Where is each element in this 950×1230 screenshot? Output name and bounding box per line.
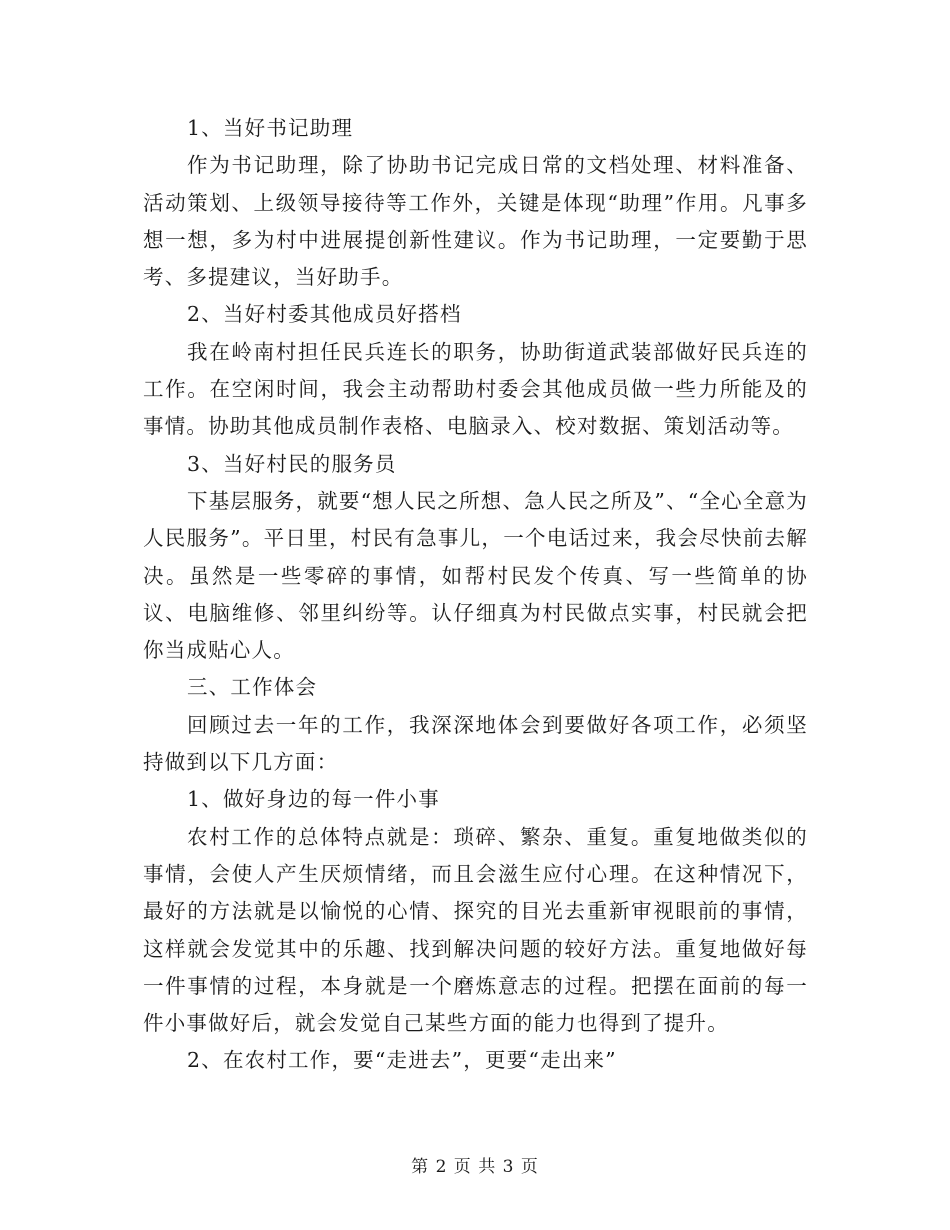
- section-heading: 2、在农村工作，要“走进去”，更要“走出来”: [187, 1048, 617, 1073]
- section-heading: 2、当好村委其他成员好搭档: [187, 302, 462, 327]
- section-heading: 1、当好书记助理: [187, 116, 354, 140]
- page-number-footer: 第 2 页 共 3 页: [411, 1157, 539, 1177]
- section-heading: 1、做好身边的每一件小事: [187, 787, 440, 812]
- paragraph: 下基层服务，就要“想人民之所想、急人民之所及”、“全心全意为人民服务”。平日里，村民有急事儿，一个电话过来，我会尽快前去解决。虽然是一些零碎的事情，如帮村民发个传真、写一些简单的协议、电脑维修、邻里纠纷等。认仔细真为村民做点实事，村民就会把你当成贴心人。: [143, 488, 808, 663]
- paragraph: 回顾过去一年的工作，我深深地体会到要做好各项工作，必须坚持做到以下几方面：: [143, 712, 808, 775]
- document-body: [143, 110, 808, 1080]
- section-heading: 三、工作体会: [187, 675, 318, 700]
- paragraph: 作为书记助理，除了协助书记完成日常的文档处理、材料准备、活动策划、上级领导接待等工作外，关键是体现“助理”作用。凡事多想一想，多为村中进展提创新性建议。作为书记助理，一定要勤于思考、多提建议，当好助手。: [143, 153, 808, 290]
- paragraph: 农村工作的总体特点就是：琐碎、繁杂、重复。重复地做类似的事情，会使人产生厌烦情绪，而且会滋生应付心理。在这种情况下，最好的方法就是以愉悦的心情、探究的目光去重新审视眼前的事情，这样就会发觉其中的乐趣、找到解决问题的较好方法。重复地做好每一件事情的过程，本身就是一个磨炼意志的过程。把摆在面前的每一件小事做好后，就会发觉自己某些方面的能力也得到了提升。: [143, 824, 808, 1036]
- section-heading: 3、当好村民的服务员: [187, 451, 397, 476]
- paragraph: 我在岭南村担任民兵连长的职务，协助街道武装部做好民兵连的工作。在空闲时间，我会主动帮助村委会其他成员做一些力所能及的事情。协助其他成员制作表格、电脑录入、校对数据、策划活动等。: [143, 339, 808, 439]
